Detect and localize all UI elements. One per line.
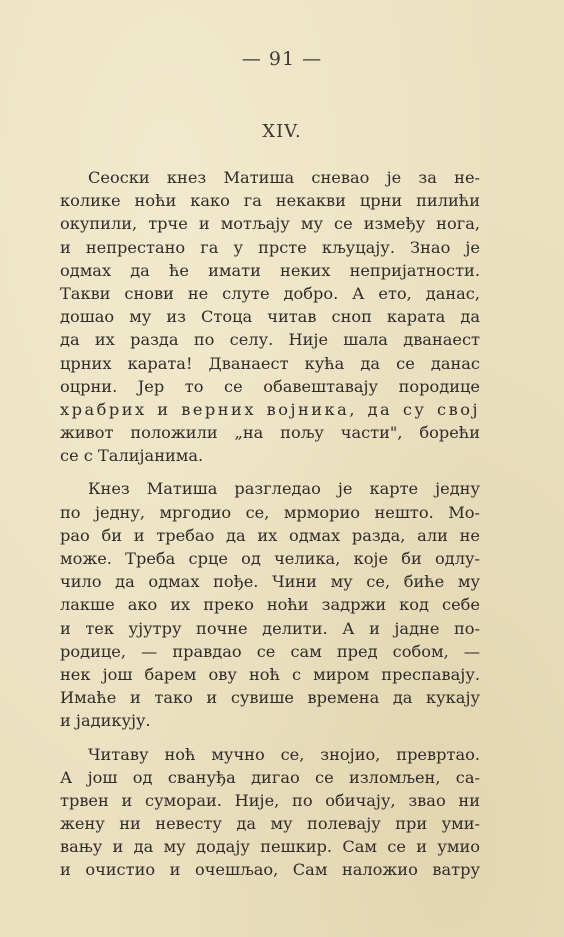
text-line: Сеоски кнез Матиша сневао је за не- [88,168,480,187]
text-line: и очистио и очешљао, Сам наложио ватру [60,860,480,880]
text-line: А још од свануђа дигао се изломљен, са- [60,767,480,787]
text-line: дошао му из Стоца читав сноп карата да [60,307,480,327]
text-line: и јадикују. [60,711,151,731]
text-line: Кнез Матиша разгледао је карте једну [88,479,480,499]
text-line: рао би и требао да их одмах разда, али не [60,525,480,545]
text-line: да их разда по селу. Није шала дванаест [60,330,480,350]
text-line: оцрни. Јер то се обавештавају породице [60,376,480,396]
chapter-title: XIV. [262,121,302,142]
text-line: лакше ако их преко ноћи задржи код себе [60,595,480,615]
text-line: трвен и сумораи. Није, по обичају, звао ни [60,790,480,810]
paragraph-gap [60,733,480,743]
text-line: Читаву ноћ мучно се, знојио, превртао. [88,744,480,764]
text-line: нек још барем ову ноћ с миром преспавају. [60,664,480,684]
text-line: чило да одмах пође. Чини му се, биће му [60,572,480,592]
text-line: по једну, мргодио се, мрморио нешто. Мо- [60,502,480,522]
body-text [60,166,480,882]
text-line: вању и да му додају пешкир. Сам се и умио [60,837,480,857]
paragraph-gap [60,467,480,477]
text-line: и непрестано га у прсте кљуцају. Знао је [60,237,480,257]
text-line: окупили, трче и мотљају му се између нога, [60,214,480,234]
text-line: жену ни невесту да му полевају при уми- [60,814,480,834]
page-number: — 91 — [241,48,323,70]
text-line: живот положили „на пољу части", борећи [60,423,480,443]
text-line: се с Талијанима. [60,446,204,466]
text-line: Имаће и тако и сувише времена да кукају [60,688,480,708]
text-line: може. Треба срце од челика, које би одлу- [60,549,480,568]
text-line: црних карата! Дванаест кућа да се данас [60,353,480,373]
text-line: и тек ујутру почне делити. А и јадне по- [60,618,480,638]
text-line: храбрих и верних војника, да су свој [60,399,480,419]
text-line: колике ноћи како га некакви црни пилићи [60,191,480,211]
text-line: одмах да ће имати неких непријатности. [60,260,480,280]
text-line: родице, — правдао се сам пред собом, — [60,641,480,661]
text-line: Такви снови не слуте добро. А ето, данас, [60,283,480,303]
